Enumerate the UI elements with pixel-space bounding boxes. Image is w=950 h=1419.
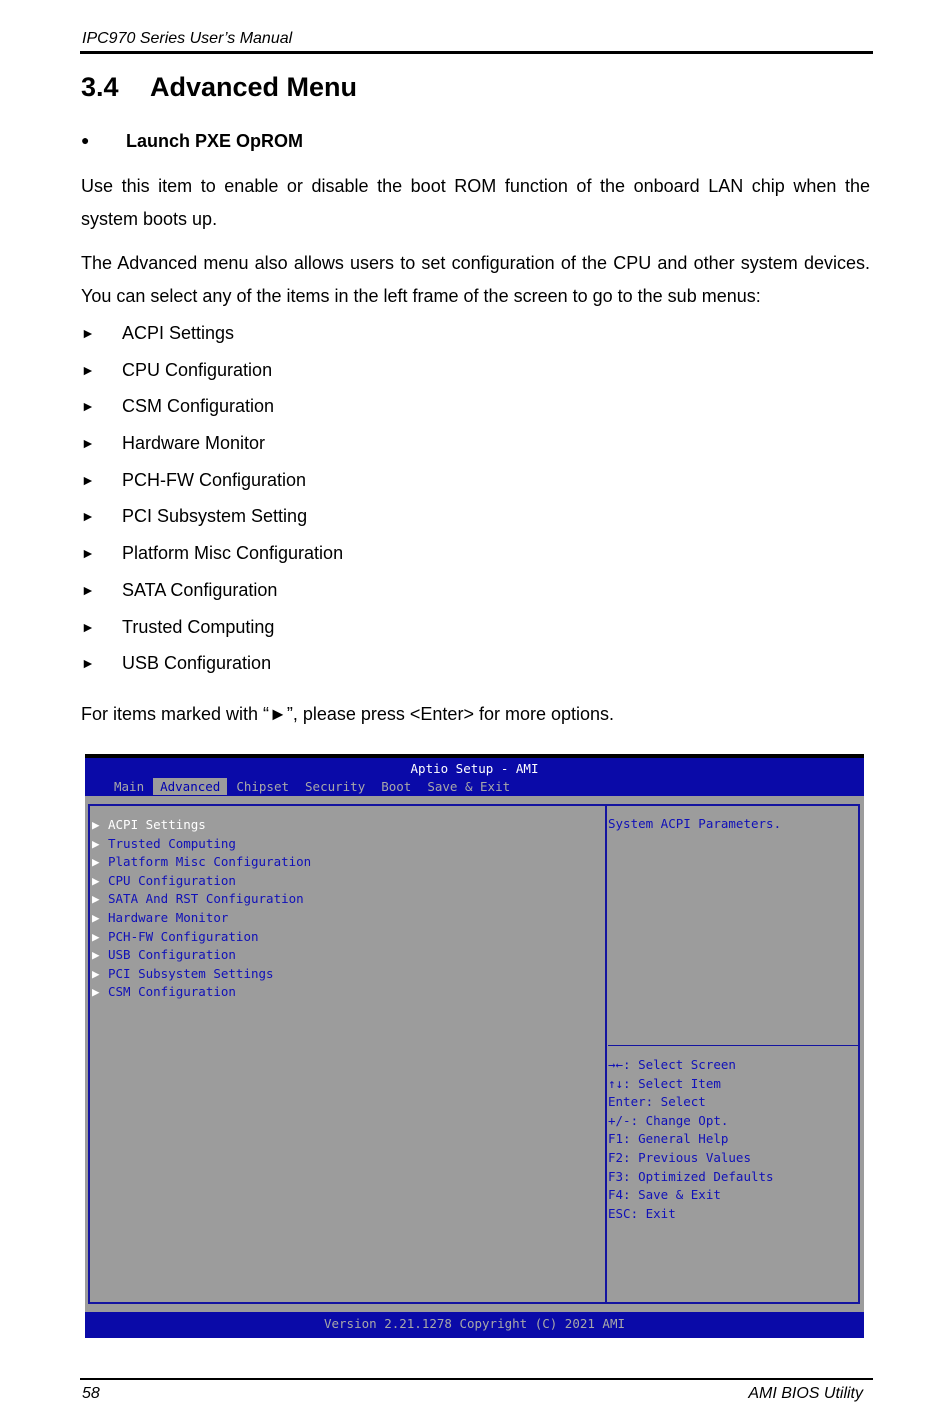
- arrow-right-icon: ►: [81, 471, 95, 488]
- triangle-right-icon: ▶: [92, 928, 100, 944]
- bios-menu-item-trusted-computing[interactable]: [92, 835, 311, 854]
- arrow-right-icon: ►: [81, 655, 95, 672]
- key-hint-optimized-defaults: F3: Optimized Defaults: [608, 1168, 774, 1184]
- bios-title-bar: [85, 754, 864, 796]
- header-divider: [80, 51, 873, 54]
- bios-menu-item-label: Hardware Monitor: [108, 909, 229, 925]
- submenu-label: SATA Configuration: [122, 579, 278, 600]
- key-hint-general-help: F1: General Help: [608, 1131, 729, 1147]
- submenu-item: [81, 501, 343, 538]
- submenu-label: PCH-FW Configuration: [122, 469, 307, 490]
- bios-menu-item-sata-rst[interactable]: [92, 890, 311, 909]
- submenu-label: CSM Configuration: [122, 396, 275, 417]
- bios-help-divider: [608, 1045, 858, 1046]
- bullet-dot-icon: ●: [81, 132, 90, 148]
- bios-menu-item-label: Trusted Computing: [108, 835, 236, 851]
- key-hint-enter: Enter: Select: [608, 1094, 706, 1110]
- key-hint-previous-values: F2: Previous Values: [608, 1149, 751, 1165]
- tab-advanced[interactable]: Advanced: [153, 778, 227, 795]
- paragraph-advanced-menu: The Advanced menu also allows users to set configuration of the CPU and other system devices. You can select any of the items in the left frame of the screen to go to the sub menus:: [81, 253, 870, 306]
- triangle-right-icon: ▶: [92, 984, 100, 1000]
- triangle-right-icon: ▶: [92, 965, 100, 981]
- submenu-item: [81, 648, 343, 685]
- bios-menu-item-usb-configuration[interactable]: [92, 946, 311, 965]
- tab-save-exit[interactable]: Save & Exit: [427, 779, 511, 794]
- triangle-right-icon: ▶: [92, 891, 100, 907]
- key-hint-select-screen: →←: Select Screen: [608, 1057, 736, 1072]
- triangle-right-icon: ▶: [92, 835, 100, 851]
- submenu-item: [81, 575, 343, 612]
- submenu-item: [81, 318, 343, 355]
- bios-version-bar: Version 2.21.1278 Copyright (C) 2021 AMI: [85, 1312, 864, 1338]
- triangle-right-icon: ▶: [92, 947, 100, 963]
- triangle-right-icon: ▶: [92, 872, 100, 888]
- footer-divider: [80, 1378, 873, 1380]
- bios-menu-item-label: Platform Misc Configuration: [108, 854, 312, 870]
- key-hint-exit: ESC: Exit: [608, 1205, 676, 1221]
- bullet-item: [81, 131, 303, 152]
- bullet-label: Launch PXE OpROM: [126, 131, 304, 151]
- tab-chipset[interactable]: Chipset: [236, 779, 290, 794]
- submenu-item: [81, 391, 343, 428]
- bios-panel-divider: [605, 806, 607, 1302]
- enter-note: For items marked with “►”, please press <Enter> for more options.: [81, 704, 615, 724]
- bios-menu-item-label: PCI Subsystem Settings: [108, 965, 274, 981]
- submenu-list: [81, 318, 343, 685]
- arrow-right-icon: ►: [81, 361, 95, 378]
- bios-menu-item-pch-fw[interactable]: [92, 928, 311, 947]
- bios-menu-item-acpi-settings[interactable]: [92, 816, 311, 835]
- page-number: 58: [82, 1385, 100, 1402]
- submenu-item: [81, 465, 343, 502]
- arrow-right-icon: ►: [81, 581, 95, 598]
- arrow-right-icon: ►: [81, 325, 95, 341]
- submenu-item: [81, 355, 343, 392]
- bios-menu-item-hardware-monitor[interactable]: [92, 909, 311, 928]
- bios-menu-item-cpu-configuration[interactable]: [92, 872, 311, 891]
- submenu-item: [81, 428, 343, 465]
- document-header: IPC970 Series User’s Manual: [82, 30, 293, 47]
- bios-tab-bar: [107, 778, 519, 795]
- submenu-label: CPU Configuration: [122, 359, 273, 380]
- bios-menu-item-pci-subsystem[interactable]: [92, 965, 311, 984]
- bios-menu-item-label: PCH-FW Configuration: [108, 928, 259, 944]
- arrow-right-icon: ►: [81, 618, 95, 635]
- arrow-right-icon: ►: [81, 435, 95, 452]
- submenu-label: Hardware Monitor: [122, 433, 266, 454]
- bios-menu-item-label: SATA And RST Configuration: [108, 891, 304, 907]
- submenu-label: PCI Subsystem Setting: [122, 506, 308, 527]
- tab-boot[interactable]: Boot: [381, 779, 412, 794]
- submenu-label: USB Configuration: [122, 653, 272, 674]
- bios-screenshot: [85, 754, 864, 1338]
- tab-main[interactable]: Main: [114, 779, 145, 794]
- bios-menu-item-label: CPU Configuration: [108, 872, 236, 888]
- tab-security[interactable]: Security: [305, 779, 366, 794]
- section-number: 3.4: [81, 72, 119, 102]
- section-title: Advanced Menu: [150, 72, 358, 102]
- bios-main-frame: [88, 804, 860, 1304]
- submenu-item: [81, 538, 343, 575]
- arrow-right-icon: ►: [81, 398, 95, 415]
- bios-menu-item-platform-misc[interactable]: [92, 853, 311, 872]
- key-hint-change-opt: +/-: Change Opt.: [608, 1112, 729, 1128]
- arrow-right-icon: ►: [81, 508, 95, 525]
- section-heading: [81, 72, 357, 103]
- submenu-label: ACPI Settings: [122, 323, 235, 343]
- chapter-title: AMI BIOS Utility: [748, 1385, 863, 1402]
- bios-title: Aptio Setup - AMI: [410, 761, 539, 776]
- key-hint-select-item: ↑↓: Select Item: [608, 1075, 721, 1091]
- bios-menu-item-label: ACPI Settings: [108, 817, 206, 832]
- bios-menu-item-csm-configuration[interactable]: [92, 983, 311, 1002]
- paragraph-launch-pxe: Use this item to enable or disable the boot ROM function of the onboard LAN chip when the system boots up.: [81, 176, 870, 229]
- bios-menu-list: [92, 816, 311, 1002]
- submenu-label: Trusted Computing: [122, 616, 275, 637]
- submenu-label: Platform Misc Configuration: [122, 543, 344, 564]
- bios-help-text: System ACPI Parameters.: [608, 816, 782, 831]
- key-hint-save-exit: F4: Save & Exit: [608, 1187, 721, 1203]
- triangle-right-icon: ▶: [92, 909, 100, 925]
- triangle-right-icon: ▶: [92, 817, 100, 832]
- bios-menu-item-label: CSM Configuration: [108, 984, 236, 1000]
- submenu-item: [81, 612, 343, 649]
- triangle-right-icon: ▶: [92, 854, 100, 870]
- bios-menu-item-label: USB Configuration: [108, 947, 236, 963]
- arrow-right-icon: ►: [81, 545, 95, 562]
- bios-key-legend: [608, 1056, 774, 1223]
